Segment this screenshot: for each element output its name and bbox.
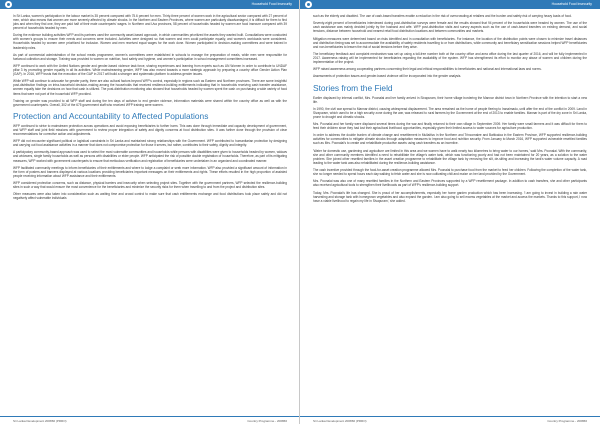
footer-right-text: Country Programme - 200866 <box>547 419 587 423</box>
header-title: Household Food Insecurity <box>551 2 592 6</box>
paragraph: Assessments of protection issues and gender-based violence will be incorporated into the gender analysis. <box>313 74 462 79</box>
section-heading-protection: Protection and Accountability to Affected Populations <box>13 110 209 121</box>
paragraph: In Sri Lanka, women's participation in the labour market is 35 percent compared with 75.6 percent for men. Thirty-three percent of women work in the agricultural sector compared with 27 percent of men, which also means that women are more severely affected by climate shocks. In the Northern and Eastern Provinces, where women are particularly disadvantaged, it is difficult for them to find jobs and when they find one, they are paid half of their male counterparts' wages. In Northern and Uva provinces, 58 percent of households headed by women are food insecure compared with 39 percent of households headed by men. <box>13 14 287 31</box>
right-text-column <box>313 14 587 206</box>
paragraph: WFP raised awareness among cooperating partners concerning their legal and ethical responsibilities to beneficiaries and national and international laws and norms. <box>313 67 542 72</box>
footer-left-text: Sri Lanka Development 200866 (PRRO) <box>313 419 367 423</box>
paragraph: Today, Mrs. Poonalai's life has changed. She is proud of her accomplishments, especially her home garden production which has been increasing. 'I am going to invest in building a rain water harvesting and storage tank with homegrown vegetables and also expand the garden. I am also going to sell excess vegetables at the market and access the markets. Thanks to this support, I now have a viable livelihood to regain my life in Sivapuram,' she added. <box>313 190 587 203</box>
paragraph: While WFP will continue to advocate for greater parity, there are also cultural factors beyond WFP's control, especially in regions such as Eastern and Northern provinces. There are some insightful post-distribution findings on intra-household decision-making among the households that received resilience-building entitlements indicating that in households receiving cash transfer assistance, women equally take the decisions on how that cash is utilized. The post-distribution monitoring also showed that households headed by women spent the cash on purchasing a wide variety of food items that were not part of the household WFP provided. <box>13 79 287 96</box>
page-footer <box>0 416 300 424</box>
paragraph: WFP continued to work with the United Nations gender and gender-based violence task force, sharing experiences and learning from experts such as UN Women in order to contribute to UNDAF pillar 3 by promoting gender equality in all its activities. While mainstreaming gender, WFP has also moved towards a more strategic approach by preparing a country office Gender Action Plan (GAP). In 2016, WFP trusts that the execution of the GAP in 2017 will build a stronger and systematic platform to address gender issues. <box>13 64 287 77</box>
paragraph: Mrs. Poonalai was also one of many resettled families in the Northern and Eastern Provinces supported by a WFP resettlement package. In addition to cash transfers, she and other participants also received agricultural tools to strengthen their livelihoods as part of WFP's resilience-building support. <box>313 179 587 188</box>
section-heading-stories: Stories from the Field <box>313 82 393 93</box>
header-title: Household Food Insecurity <box>251 2 292 6</box>
wfp-logo-icon <box>305 1 312 8</box>
paragraph: During the evidence building activities WFP and its partners used the community asset-based approach, in which communities prioritized the assets they wanted built. Consultations were conducted with women's groups to ensure their needs and concerns were included. Activities were designed so that women and men could participate equally, and women's workloads were considered. Households headed by women were prioritized for inclusion. Women and men received equal wages for the work done. Women participated in decision-making committees and were trained in leadership roles. <box>13 33 287 50</box>
paragraph: In order to address the double burden of climate change and resettlement in Mullaitivu in the Northern and Trincomalee and Batticaloa in the Eastern Province, WFP supported resilience-building activities for communities to mitigate climate shocks through adaptation measures to improve food and nutrition security. From January to March 2016, WFP supported vulnerable resettled families such as Mrs. Poonalai's to create and rehabilitate productive assets using cash transfers as an incentive. <box>313 133 587 146</box>
paragraph: In 1990, the civil war spread to Mannar district, causing widespread displacement. The area remained as the home of people fleeing to Iranaimadu, until after the end of the conflict in 2009. Land in Sivapuram, which used to be a high security zone during the war, was released to rural farmers by the Government at the end of 2013 to enable families. Mannar is part of the dry zone in Sri Lanka, prone to drought and climatic shocks. <box>313 106 587 119</box>
paragraph: A participatory community-based approach was used to select the most vulnerable communities and households while persons with disabilities were given to households headed by women, widows and widowers, single family households as well as persons with disabilities or elder people. WFP anticipated the risk of possible double registration of households. Therefore, as part of its mitigating measures, WFP worked with government counterparts to ensure that meticulous verification and registration of beneficiaries were undertaken in an organized and coordinated manner. <box>13 150 287 163</box>
right-page <box>300 0 600 424</box>
paragraph: Seventy-eight percent of beneficiaries interviewed during post-distribution surveys were female and the results showed that 94 percent of the households were headed by women. The use of the cash assistance was mainly decided jointly by the husband and wife. WFP post-distribution visits and survey aspects such as the use of cash-based transfers on existing demand, and social tensions, distance between household and nearest retail food distribution locations and between communities and markets. <box>313 21 587 34</box>
paragraph: The cash incentive provided through the food-for-asset creation programme allowed Mrs. Poonalai to purchase food from the market to feed her children. Following the completion of the water tank, she no longer needed to spend hours each day walking to fetch water and she is now cultivating chili and maize on her land provided by the Government. <box>313 168 587 177</box>
wfp-logo-icon <box>5 1 12 8</box>
left-text-column <box>13 14 287 204</box>
paragraph: WFP continued to strive to mainstream protection across operations and avoid exposing beneficiaries to further harm. This was done through immediate and capacity development of government, and WFP staff and joint field missions with government to review proper integration of safety and dignity concerns at food distribution sites. It was further done through the provision of clear recommendations for corrective action and adjustments. <box>13 123 287 136</box>
paragraph: WFP did not encounter significant political or logistical constraints in Sri Lanka and maintained strong relationships with the Government. WFP contributed to humanitarian protection by designing and carrying out food assistance activities in a manner that does not compromise protection for those it serves, but rather, contributes to their safety, dignity and integrity. <box>13 139 287 148</box>
paragraph: Mitigation measures were determined based on risks identified and in consultation with beneficiaries. For instance, the location of the distribution points were chosen to minimize travel distances and distribution timing was set to accommodate the availability of safety residents travelling to or from distributions, while community and beneficiary sensitization sessions helped WFP beneficiaries and non-beneficiaries to lessen the risk of social tensions before they arise. <box>313 36 587 49</box>
paragraph: Mrs. Poonalai and her family were displaced several times during the war and finally returned to their own village in September 2009. Her family were small farmers and it was difficult for them to feed their children since they had lost their agricultural livelihood opportunities, especially given their limited access to water sources for agriculture production. <box>313 122 587 131</box>
paragraph: such as the elderly and disabled. The use of cash-based transfers enable a reduction in the risk of overcrowding at retailers and the burden and safety risk of carrying heavy loads of food. <box>313 14 572 18</box>
paragraph: Training on gender was provided to all WFP staff and during the ten days of activism to end gender violence, information materials were shared within the country office as well as with the government counterparts. Overall, 302 of the 675 government staff who received WFP training were women. <box>13 98 287 107</box>
paragraph: WFP facilitated community meetings to inform beneficiaries of their entitlements and where to lodge a complaint or seek more information. WFP also provided a significant amount of information in the form of posters and banners displayed at various locations providing beneficiaries important messages on their entitlements and rights. These efforts resulted in the high proportion of assisted people receiving information about WFP assistance and their entitlements. <box>13 165 287 178</box>
page-footer <box>300 416 600 424</box>
footer-left-text: Sri Lanka Development 200866 (PRRO) <box>13 419 67 423</box>
footer-right-text: Country Programme - 200866 <box>247 419 287 423</box>
paragraph: Other measures were also taken into consideration such as waiting time and crowd control to make sure that cash entitlements exchange and food distributions took place safely and did not negatively affect vulnerable individuals <box>13 192 287 201</box>
paragraph: 'Water for domestic use, gardening and agriculture are limited in this area and we women have to walk nearly two kilometres to bring water to our homes,' said Mrs. Poonalai. With the community, she and other community members identified a need to rehabilitate the village's water tank, which was functioning poorly and had not been maintained for 20 years, as a solution to the water problem. She joined other resettled families in the asset creation programme to rehabilitate the village tank by removing the silt, de-silting and increasing the tank's water volume capacity. A road leading to the water tank was also rehabilitated during the resilience-building assistance. <box>313 148 587 165</box>
paragraph: WFP considered protection concerns, such as distance, physical barriers and insecurity when selecting project sites. Together with the government partners, WFP selected the resilience-building sites in such a way that would ensure the most convenience for the beneficiaries and minimize the security risks for them when travelling to and from the project and distribution sites. <box>13 181 287 190</box>
page-header-band <box>300 0 600 9</box>
paragraph: Earlier displaced by internal conflict, Mrs. Poonalai and her family arrived in Sivapuram, their home village bordering the Mannar district town in Northern Province with the intention to start a new life. <box>313 95 587 104</box>
page-header-band <box>0 0 300 9</box>
paragraph: As part of commercial administration of the school meals programme, women's committees were established in schools to manage the preparation of meals, while men were responsible for fuelwood collection and storage. Training was provided to women on nutrition, food safety and hygiene, and women's participation in school management committees increased. <box>13 52 287 61</box>
paragraph: The beneficiary feedback and complaint mechanism was set up using a toll-free number both at the country office and area office during the last quarter of 2016, and will be fully implemented in 2017. Awareness raising will be implemented for beneficiaries regarding the availability of the system. WFP has strengthened its effort to monitor any abuse of women and children during the implementation of the project. <box>313 51 587 64</box>
